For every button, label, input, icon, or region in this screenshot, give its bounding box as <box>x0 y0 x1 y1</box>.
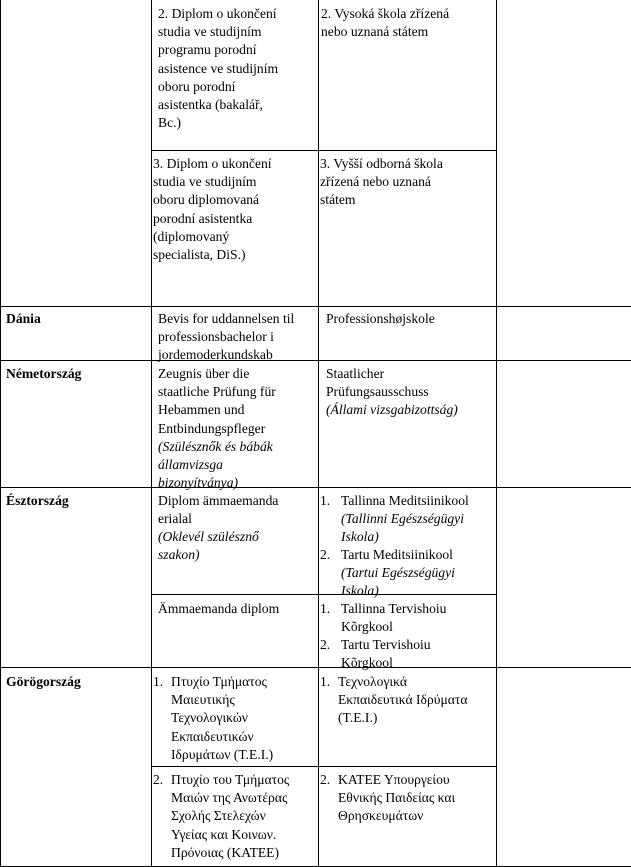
row-divider-czech <box>151 150 497 151</box>
estonia-body-1b-translation: (Tartui Egészségügyi Iskola) <box>341 565 455 599</box>
estonia-body-2b: Tartu Tervishoiu Kõrgkool <box>341 637 431 671</box>
czech-diploma-3: 3. Diplom o ukončení studia ve studijním oboru diplomovaná porodní asistentka (diplomovaný specialista, DiS.) <box>153 156 272 263</box>
denmark-body: Professionshøjskole <box>326 311 435 326</box>
estonia-body-2b-number: 2. <box>320 637 331 652</box>
row-divider-greece-inner <box>151 766 497 767</box>
row-divider-denmark <box>0 306 631 307</box>
czech-body-3: 3. Vyšší odborná škola zřízená nebo uznaná státem <box>320 156 443 208</box>
row-divider-greece <box>0 667 631 668</box>
greece-diploma-2-number: 2. <box>153 772 164 787</box>
estonia-body-1b-number: 2. <box>320 547 331 562</box>
estonia-diploma-2: Ämmaemanda diplom <box>158 601 280 616</box>
greece-diploma-2: Πτυχίο του Τμήματος Μαιών της Ανωτέρας Σχολής Στελεχών Υγείας και Κοινων. Πρόνοιας (ΚΑΤΕΕ) <box>171 772 290 860</box>
czech-diploma-2: 2. Diplom o ukončení studia ve studijním programu porodní asistence ve studijním oboru porodní asistentka (bakalář, Bc.) <box>158 6 279 131</box>
estonia-diploma-1: Diplom ämmaemanda erialal <box>158 493 279 527</box>
estonia-body-2a-number: 1. <box>320 601 331 616</box>
row-divider-estonia <box>0 487 631 488</box>
table-border-v1 <box>0 0 1 867</box>
germany-diploma: Zeugnis über die staatliche Prüfung für Hebammen und Entbindungspfleger <box>158 366 276 436</box>
estonia-body-1b: Tartu Meditsiinikool <box>341 547 453 562</box>
estonia-diploma-1-translation: (Oklevél szülésznő szakon) <box>158 529 259 563</box>
germany-body-translation: (Állami vizsgabizottság) <box>326 402 458 417</box>
greece-body-2: ΚΑΤΕΕ Υπουργείου Εθνικής Παιδείας και Θρησκευμάτων <box>338 772 456 824</box>
estonia-body-1a-translation: (Tallinni Egészségügyi Iskola) <box>341 511 464 545</box>
greece-body-1-number: 1. <box>320 674 331 689</box>
greece-body-1: Τεχνολογικά Εκπαιδευτικά Ιδρύματα (Τ.Ε.Ι.) <box>338 674 468 726</box>
czech-body-2: 2. Vysoká škola zřízená nebo uznaná státem <box>321 6 450 40</box>
estonia-body-1a: Tallinna Meditsiinikool <box>341 493 469 508</box>
greece-diploma-1: Πτυχίο Τμήματος Μαιευτικής Τεχνολογικών Εκπαιδευτικών Ιδρυμάτων (Τ.Ε.Ι.) <box>171 674 274 762</box>
country-denmark: Dánia <box>6 311 41 326</box>
denmark-diploma: Bevis for uddannelsen til professionsbachelor i jordemoderkundskab <box>158 311 295 363</box>
greece-body-2-number: 2. <box>320 772 331 787</box>
estonia-body-2a: Tallinna Tervishoiu Kõrgkool <box>341 601 447 635</box>
table-border-v4 <box>496 0 497 867</box>
germany-diploma-translation: (Szülésznők és bábák államvizsga bizonyítványa) <box>158 439 273 491</box>
row-divider-germany <box>0 360 631 361</box>
greece-diploma-1-number: 1. <box>153 674 164 689</box>
table-border-v2 <box>151 0 152 867</box>
germany-body: Staatlicher Prüfungsausschuss <box>326 366 429 400</box>
estonia-body-1a-number: 1. <box>320 493 331 508</box>
table-border-v3 <box>318 0 319 867</box>
country-greece: Görögország <box>6 674 81 689</box>
country-estonia: Észtország <box>6 493 69 508</box>
country-germany: Németország <box>6 366 82 381</box>
